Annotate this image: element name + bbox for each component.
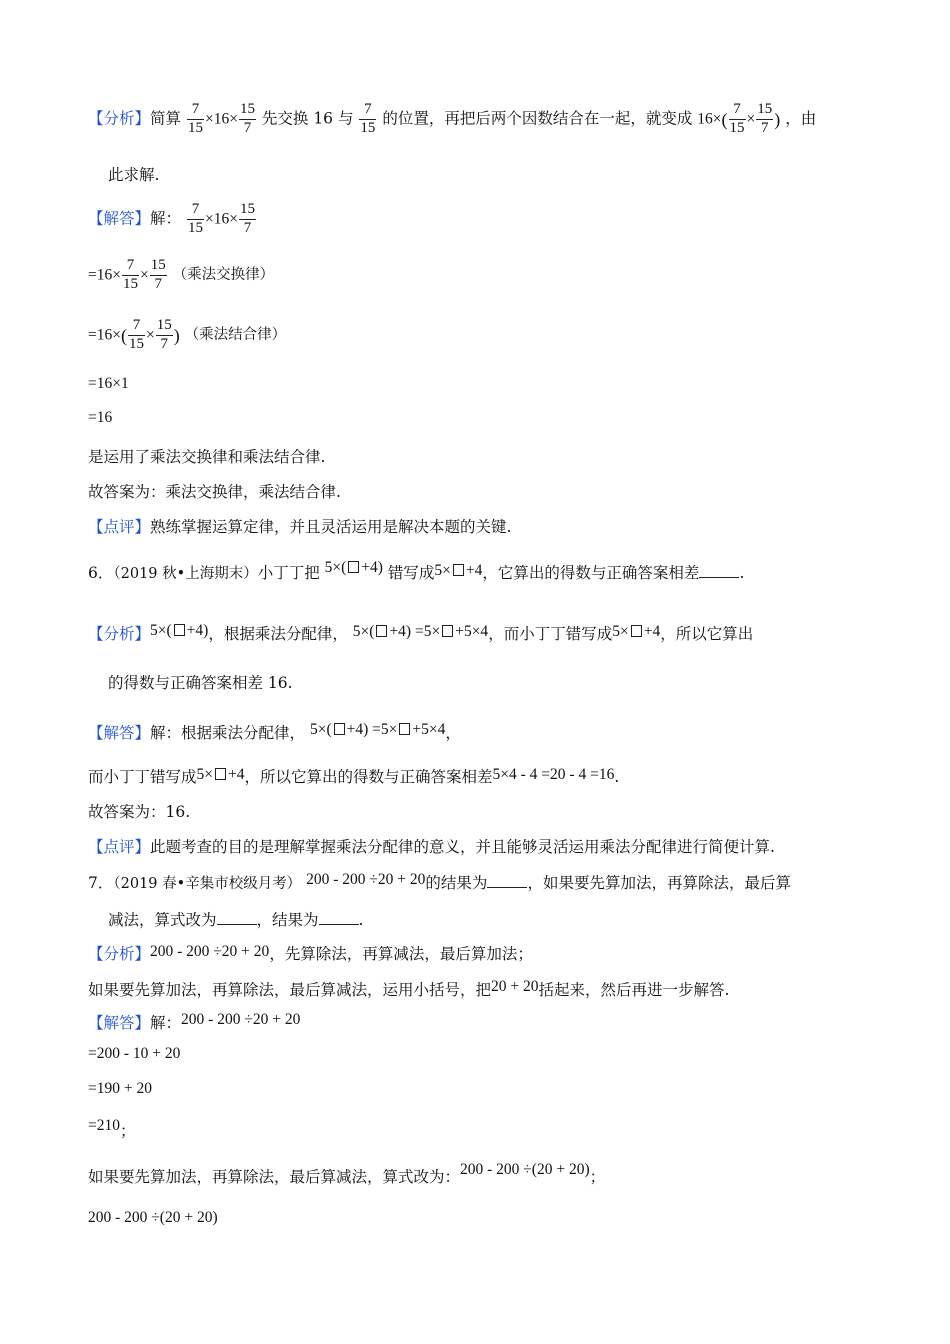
answer-blank[interactable] [487, 886, 527, 888]
solve-line-5: 【解答】解： $\frac{7}{15}$ ×16× $\frac{15}{7}$ [88, 201, 255, 236]
step-5-3: =16×1 [88, 375, 129, 392]
fraction: $\frac{7}{15}$ [729, 101, 745, 136]
summary-5: 是运用了乘法交换律和乘法结合律. [88, 448, 326, 466]
step-5-1: =16× $\frac{7}{15}$ × $\frac{15}{7}$ （乘法交换律） [88, 257, 275, 292]
fraction: $\frac{7}{15}$ [128, 317, 144, 352]
answer-blank[interactable] [319, 923, 359, 925]
question-6: 6．（2019 秋•上海期末）小丁丁把 5×( +4) 错写成5× +4，它算出的得数与正确答案相差 . [88, 559, 745, 582]
question-7: 7．（2019 春•辛集市校级月考） 200 - 200 ÷20 + 20的结果为 ，如果要先算加法，再算除法，最后算 [88, 871, 791, 892]
last-line-7: 如果要先算加法，再算除法，最后算减法，算式改为：200 - 200 ÷(20 + 20)； [88, 1161, 606, 1186]
comment-6: 【点评】此题考查的目的是理解掌握乘法分配律的意义，并且能够灵活运用乘法分配律进行简便计算. [88, 838, 775, 856]
expr: 5× +4 [612, 623, 661, 640]
solve-tag: 【解答】 [88, 209, 151, 228]
fraction: $\frac{7}{15}$ [360, 101, 376, 136]
expr: 5× +4 [196, 766, 245, 783]
final-7: 200 - 200 ÷(20 + 20) [88, 1209, 218, 1226]
answer-blank[interactable] [699, 576, 739, 578]
expr: 5×( +4) [324, 559, 383, 576]
analysis-line-5b: 此求解. [108, 166, 160, 184]
answer-6: 故答案为：16. [88, 803, 191, 821]
solve-tag: 【解答】 [88, 1014, 151, 1032]
expr: 5×( +4) =5× +5×4 [309, 721, 446, 738]
fraction: $\frac{7}{15}$ [122, 257, 138, 292]
analysis-7b: 如果要先算加法，再算除法，最后算减法，运用小括号，把20 + 20括起来，然后再进一步解答. [88, 978, 730, 999]
expr: 5×( +4) =5× +5×4 [352, 623, 489, 640]
answer-5: 故答案为：乘法交换律，乘法结合律. [88, 483, 341, 501]
analysis-line-5: 【分析】简算 $\frac{7}{15}$ ×16× $\frac{15}{7}$ 先交换 16 与 $\frac{7}{15}$ 的位置，再把后两个因数结合在一起，就变成 16×( $\frac{7}{15}$ × $\frac{15}{7}$ ) ，由 [88, 101, 817, 136]
step-7-2: =190 + 20 [88, 1080, 152, 1097]
step-7-1: =200 - 10 + 20 [88, 1045, 181, 1062]
fraction: $\frac{15}{7}$ [156, 317, 172, 352]
expr: 5× +4 [434, 562, 483, 579]
step-7-3: =210； [88, 1117, 136, 1140]
comment-tag: 【点评】 [88, 518, 151, 536]
fraction: $\frac{15}{7}$ [757, 101, 773, 136]
solve-tag: 【解答】 [88, 724, 151, 742]
comment-5: 【点评】熟练掌握运算定律，并且灵活运用是解决本题的关键. [88, 518, 512, 536]
analysis-tag: 【分析】 [88, 945, 151, 963]
analysis-tag: 【分析】 [88, 625, 151, 643]
comment-tag: 【点评】 [88, 838, 151, 856]
step-5-4: =16 [88, 409, 113, 426]
solve-6: 【解答】解：根据乘法分配律， 5×( +4) =5× +5×4， [88, 721, 461, 742]
analysis-6: 【分析】5×( +4)，根据乘法分配律， 5×( +4) =5× +5×4，而小丁丁错写成5× +4，所以它算出 [88, 622, 754, 643]
question-7b: 减法，算式改为 ，结果为 . [108, 911, 364, 929]
analysis-6b: 的得数与正确答案相差 16. [108, 674, 293, 692]
step-5-2: =16×( $\frac{7}{15}$ × $\frac{15}{7}$ ) （乘法结合律） [88, 317, 287, 352]
fraction: $\frac{15}{7}$ [239, 101, 255, 136]
fraction: $\frac{15}{7}$ [239, 201, 255, 236]
fraction: $\frac{15}{7}$ [150, 257, 166, 292]
fraction: $\frac{7}{15}$ [187, 101, 203, 136]
solve-6b: 而小丁丁错写成5× +4，所以它算出的得数与正确答案相差5×4 - 4 =20 - 4 =16. [88, 766, 620, 786]
expr: 5×( +4) [150, 622, 209, 639]
fraction: $\frac{7}{15}$ [187, 201, 203, 236]
analysis-tag: 【分析】 [88, 109, 151, 128]
answer-blank[interactable] [217, 923, 257, 925]
solve-7: 【解答】解：200 - 200 ÷20 + 20 [88, 1011, 301, 1032]
analysis-7: 【分析】200 - 200 ÷20 + 20，先算除法，再算减法，最后算加法； [88, 943, 533, 963]
